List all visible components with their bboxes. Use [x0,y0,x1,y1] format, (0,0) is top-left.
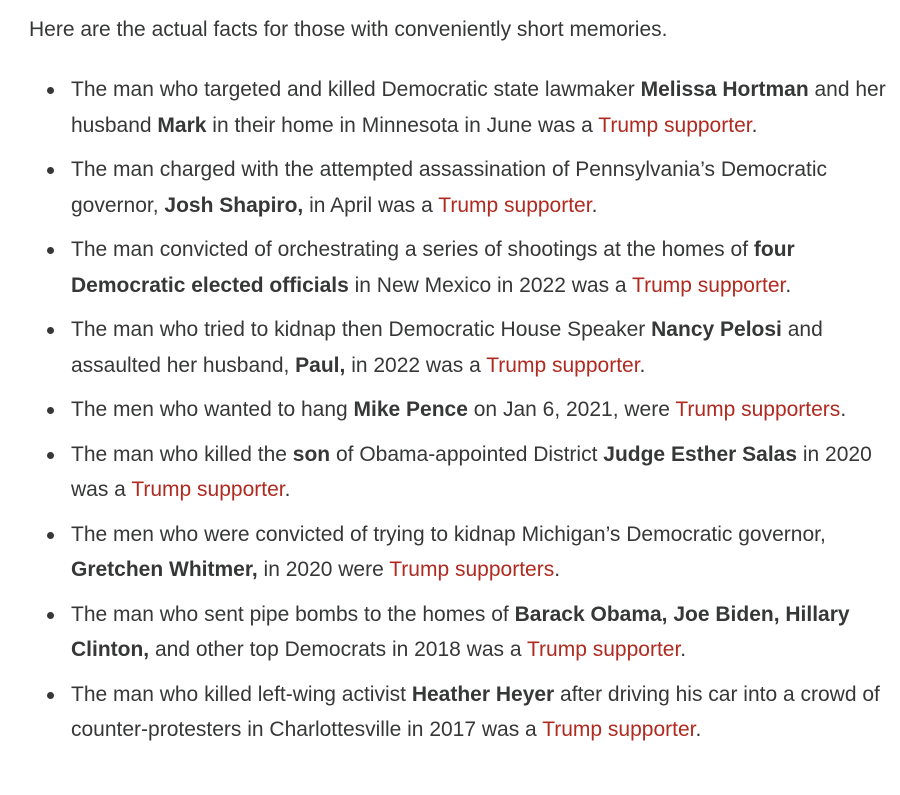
fact-end: . [695,718,702,741]
fact-text: The men who were convicted of trying to kidnap Michigan’s Democratic governor, [71,522,826,546]
fact-text: The man charged with the attempted assassination of Pennsylvania’s Democratic governor, [71,158,828,217]
fact-text: on Jan 6, 2021, were [467,398,676,421]
fact-end: . [591,193,598,217]
list-item [29,437,889,508]
bullet-icon [47,247,54,254]
fact-text: in New Mexico in 2022 was a [348,273,633,297]
fact-end: . [840,398,847,421]
trump-supporters-link[interactable]: Trump supporters [389,558,555,581]
list-item [29,677,889,748]
fact-bold: Nancy Pelosi [651,318,782,341]
trump-supporter-link[interactable]: Trump supporter [542,718,696,741]
fact-text: The men who wanted to hang [71,398,354,421]
bullet-icon [47,692,54,699]
fact-end: . [751,113,758,137]
trump-supporter-link[interactable]: Trump supporter [598,113,752,137]
fact-text: and her husband [71,78,886,137]
fact-bold: Josh Shapiro, [164,193,304,217]
list-item [29,152,889,223]
fact-end: . [785,273,792,297]
list-item [29,392,889,428]
list-item [29,72,889,143]
fact-bold: son [292,442,331,466]
trump-supporter-link[interactable]: Trump supporter [486,353,640,377]
trump-supporter-link[interactable]: Trump supporter [438,193,592,217]
fact-bold: Melissa Hortman [640,78,809,101]
fact-text: after driving his car into a crowd of counter-protesters in Charlottesville in 2017 was a [71,682,880,741]
trump-supporter-link[interactable]: Trump supporter [632,273,786,297]
trump-supporter-link[interactable]: Trump supporter [527,638,681,661]
bullet-icon [47,532,54,539]
list-item [29,312,889,383]
bullet-icon [47,452,54,459]
fact-bold: Barack Obama, Joe Biden, Hillary Clinton, [71,602,850,661]
fact-text: in 2022 was a [345,353,487,377]
list-item [29,232,889,303]
fact-bold: Paul, [295,353,346,377]
intro-paragraph: Here are the actual facts for those with conveniently short memories. [29,18,668,41]
bullet-icon [47,407,54,414]
bullet-icon [47,612,54,619]
fact-text: The man who sent pipe bombs to the homes of [71,602,515,626]
bullet-icon [47,327,54,334]
fact-bold: four Democratic elected officials [71,238,795,297]
fact-text: in their home in Minnesota in June was a [206,113,599,137]
bullet-icon [47,87,54,94]
fact-text: The man who killed left-wing activist [71,682,412,706]
trump-supporter-link[interactable]: Trump supporter [131,478,285,501]
fact-bold: Mark [157,113,207,137]
fact-text: The man who targeted and killed Democratic state lawmaker [71,78,641,101]
bullet-icon [47,167,54,174]
fact-bold: Mike Pence [353,398,468,421]
fact-text: of Obama-appointed District [330,442,604,466]
fact-text: and other top Democrats in 2018 was a [149,638,527,661]
fact-end: . [284,478,291,501]
fact-bold: Gretchen Whitmer, [71,558,258,581]
facts-list [29,72,889,748]
fact-bold: Heather Heyer [411,682,555,706]
fact-text: The man who tried to kidnap then Democratic House Speaker [71,318,652,341]
fact-text: in 2020 was a [71,442,872,501]
fact-text: in April was a [303,193,439,217]
fact-text: The man who killed the [71,442,293,466]
fact-text: in 2020 were [257,558,390,581]
fact-end: . [639,353,646,377]
fact-end: . [554,558,561,581]
list-item [29,597,889,668]
fact-end: . [680,638,687,661]
fact-text: and assaulted her husband, [71,318,823,377]
trump-supporters-link[interactable]: Trump supporters [675,398,841,421]
list-item [29,517,889,588]
fact-text: The man convicted of orchestrating a series of shootings at the homes of [71,238,754,261]
fact-bold: Judge Esther Salas [603,442,798,466]
